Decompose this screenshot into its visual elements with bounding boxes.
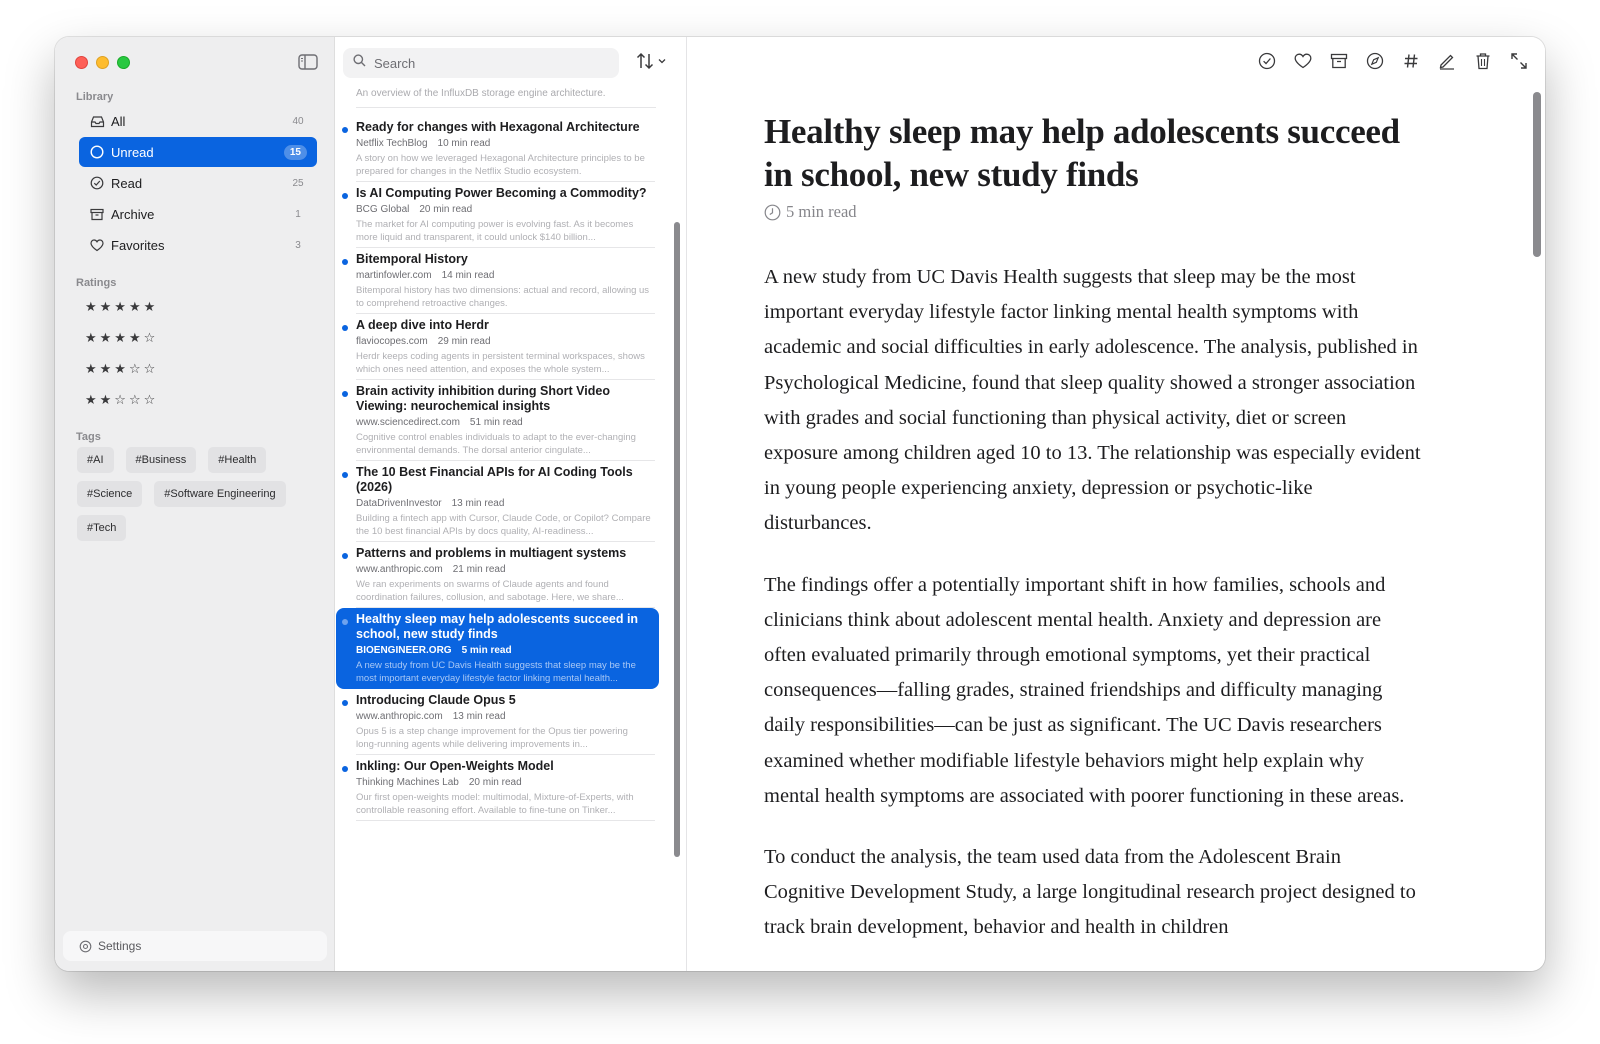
unread-indicator [342,619,348,625]
article-title: Is AI Computing Power Becoming a Commodity? [356,186,647,200]
rating-filter-5[interactable]: ★★★★★ [85,298,159,314]
article-title: Brain activity inhibition during Short Video Viewing: neurochemical insights [356,384,610,413]
mark-read-button[interactable] [1253,50,1281,76]
article-headline: Healthy sleep may help adolescents succeed in school, new study finds [764,112,1400,194]
clock-icon [764,204,781,221]
article-snippet: Cognitive control enables individuals to adapt to the ever-changing environmental demands. The dorsal anterior cingulate... [356,432,636,456]
item-count: 1 [295,208,301,220]
article-read-time: 5 min read [461,645,512,656]
article-snippet: Our first open-weights model: multimodal, Mixture-of-Experts, with controllable reasoning effort. Available to fine-tune on Tinker... [356,792,634,816]
article-snippet: Bitemporal history has two dimensions: actual and record, allowing us to comprehend retroactive changes. [356,285,650,309]
sort-button[interactable] [635,51,671,75]
archive-button[interactable] [1325,50,1353,76]
article-content [764,110,1424,946]
unread-indicator [342,700,348,706]
article-title: Bitemporal History [356,252,468,266]
sidebar [55,37,335,971]
expand-icon [1510,52,1528,75]
compass-icon [1366,52,1384,75]
read-time-label: 5 min read [786,202,857,221]
article-meta [356,417,651,428]
tag-science[interactable]: #Science [77,481,142,507]
list-item-selected[interactable] [336,608,659,689]
list-item[interactable] [336,116,659,182]
article-snippet: The market for AI computing power is evolving fast. As it becomes more liquid and transparent, it could unlock $140 billion... [356,219,634,243]
article-meta [356,138,651,149]
sidebar-item-archive[interactable] [79,199,317,229]
article-source: DataDrivenInvestor [356,498,442,509]
article-list-pane [335,37,687,971]
article-snippet: A new study from UC Davis Health suggests that sleep may be the most important everyday lifestyle factor linking mental health... [356,660,636,684]
search-input[interactable] [374,56,594,71]
library-section-label: Library [76,91,114,103]
article-source: www.sciencedirect.com [356,417,460,428]
tag-tech[interactable]: #Tech [77,515,126,541]
unread-indicator [342,259,348,265]
article-read-time: 20 min read [468,777,522,788]
heart-icon [1294,53,1312,74]
sidebar-item-label: Unread [111,144,154,160]
article-title: The 10 Best Financial APIs for AI Coding Tools (2026) [356,465,633,494]
article-snippet: We ran experiments on swarms of Claude agents and found coordination failures, collusion, and sabotage. Here, we share... [356,579,624,603]
sidebar-item-unread[interactable] [79,137,317,167]
tag-ai[interactable]: #AI [77,447,114,473]
unread-indicator [342,472,348,478]
archive-icon [89,206,105,222]
favorite-button[interactable] [1289,50,1317,76]
minimize-window-button[interactable] [96,56,109,69]
item-count: 3 [295,239,301,251]
check-circle-icon [89,175,105,191]
item-count: 25 [292,177,304,189]
list-item-snippet: An overview of the InfluxDB storage engine architecture. [356,88,656,108]
article-meta [356,564,651,575]
circle-icon [89,144,105,160]
article-read-time: 29 min read [437,336,491,347]
article-source: Netflix TechBlog [356,138,428,149]
app-window [55,37,1545,971]
list-item[interactable] [336,380,659,461]
article-meta [356,498,651,509]
tag-software-engineering[interactable]: #Software Engineering [154,481,285,507]
sort-arrows-icon [635,51,669,76]
article-source: Thinking Machines Lab [356,777,459,788]
unread-indicator [342,127,348,133]
article-meta [356,711,651,722]
unread-indicator [342,325,348,331]
article-source: www.anthropic.com [356,711,443,722]
article-snippet: Building a fintech app with Cursor, Claude Code, or Copilot? Compare the 10 best financial APIs by docs quality, AI-readiness... [356,513,651,537]
article-read-time: 14 min read [441,270,495,281]
article-meta [356,270,651,281]
close-window-button[interactable] [75,56,88,69]
check-circle-icon [1258,52,1276,75]
article-read-time: 51 min read [469,417,523,428]
reader-scrollbar[interactable] [1533,92,1541,257]
article-paragraph: A new study from UC Davis Health suggests that sleep may be the most important everyday lifestyle factor linking mental health symptoms with academic and social difficulties in early adolescence. The analysis, published in Psychological Medicine, found that sleep quality showed a stronger association with grades and social functioning than physical activity, diet or screen exposure among children aged 10 to 13. The relationship was especially evident in young people experiencing anxiety, depression or psychotic-like disturbances. [764,266,1421,535]
list-item[interactable] [336,689,659,755]
unread-indicator [342,766,348,772]
expand-button[interactable] [1505,50,1533,76]
inbox-icon [89,113,105,129]
article-meta [356,204,651,215]
article-paragraph: To conduct the analysis, the team used data from the Adolescent Brain Cognitive Development Study, a large longitudinal research project designed to track brain development, behavior and health in children [764,846,1416,939]
sidebar-item-favorites[interactable] [79,230,317,260]
hashtag-icon [1403,53,1419,74]
search-icon [353,54,366,72]
list-item[interactable] [336,248,659,314]
settings-button[interactable] [63,931,327,961]
item-count: 40 [292,115,304,127]
article-title: Ready for changes with Hexagonal Architecture [356,120,640,134]
trash-icon [1475,52,1491,75]
article-read-time: 13 min read [451,498,505,509]
article-read-time: 20 min read [419,204,473,215]
article-source: BCG Global [356,204,410,215]
sidebar-item-label: All [111,113,126,129]
article-title: A deep dive into Herdr [356,318,489,332]
sidebar-toggle-icon[interactable] [298,53,318,71]
article-read-time: 21 min read [452,564,506,575]
tags-list [77,447,317,541]
unread-indicator [342,193,348,199]
article-read-time: 13 min read [452,711,506,722]
zoom-window-button[interactable] [117,56,130,69]
list-item[interactable] [336,182,659,248]
unread-indicator [342,553,348,559]
list-item[interactable] [336,542,659,608]
pencil-icon [1438,52,1456,75]
open-in-browser-button[interactable] [1361,50,1389,76]
heart-icon [89,237,105,253]
rating-filter-3[interactable]: ★★★☆☆ [85,360,159,376]
ratings-section-label: Ratings [76,277,117,289]
article-snippet: Herdr keeps coding agents in persistent terminal workspaces, shows which ones need attention, and exposes the whole system... [356,351,645,375]
article-snippet: Opus 5 is a step change improvement for the Opus tier powering long-running agents while delivering improvements in... [356,726,628,750]
window-controls [75,56,130,69]
articles [335,116,665,821]
article-title: Inkling: Our Open-Weights Model [356,759,554,773]
article-read-time: 10 min read [437,138,491,149]
reader-toolbar [1253,50,1533,76]
article-paragraph: The findings offer a potentially important shift in how families, schools and clinicians think about adolescent mental health. Anxiety and depression are often evaluated primarily through emotional symptoms, yet their practical consequences—falling grades, strained friendships and difficulty managing daily responsibilities—can be just as significant. The UC Davis researchers examined whether modifiable lifestyle behaviors might help explain why mental health symptoms are associated with poorer functioning in these areas. [764,573,1405,807]
list-item[interactable] [336,755,659,821]
article-source: martinfowler.com [356,270,432,281]
tag-health[interactable]: #Health [208,447,266,473]
sidebar-item-label: Read [111,175,143,191]
reader-pane [687,37,1545,971]
article-source: www.anthropic.com [356,564,443,575]
list-scrollbar[interactable] [674,222,680,857]
article-title: Introducing Claude Opus 5 [356,693,516,707]
search-field[interactable] [343,48,619,78]
list-item[interactable] [336,461,659,542]
rating-filter-2[interactable]: ★★☆☆☆ [85,391,159,407]
article-source: BIOENGINEER.ORG [356,645,452,656]
article-source: flaviocopes.com [356,336,428,347]
article-title: Healthy sleep may help adolescents succeed in school, new study finds [356,612,639,641]
tags-section-label: Tags [76,431,101,443]
unread-indicator [342,391,348,397]
tag-button[interactable] [1397,50,1425,76]
sidebar-item-label: Favorites [111,237,165,253]
delete-button[interactable] [1469,50,1497,76]
article-meta [356,336,651,347]
sidebar-item-read[interactable] [79,168,317,198]
article-meta [356,645,651,656]
settings-label: Settings [98,939,142,953]
archive-icon [1330,53,1348,74]
ratings-list [85,291,158,415]
library-nav [79,106,317,261]
article-read-time [764,202,1424,222]
sidebar-item-all[interactable] [79,106,317,136]
sidebar-item-label: Archive [111,206,155,222]
article-snippet: A story on how we leveraged Hexagonal Architecture principles to be prepared for changes in the Netflix Studio ecosystem. [356,153,645,177]
gear-icon [79,940,92,953]
article-title: Patterns and problems in multiagent systems [356,546,627,560]
tag-business[interactable]: #Business [126,447,197,473]
rating-filter-4[interactable]: ★★★★☆ [85,329,159,345]
list-item[interactable] [336,314,659,380]
article-meta [356,777,651,788]
edit-button[interactable] [1433,50,1461,76]
item-count: 15 [284,145,307,160]
